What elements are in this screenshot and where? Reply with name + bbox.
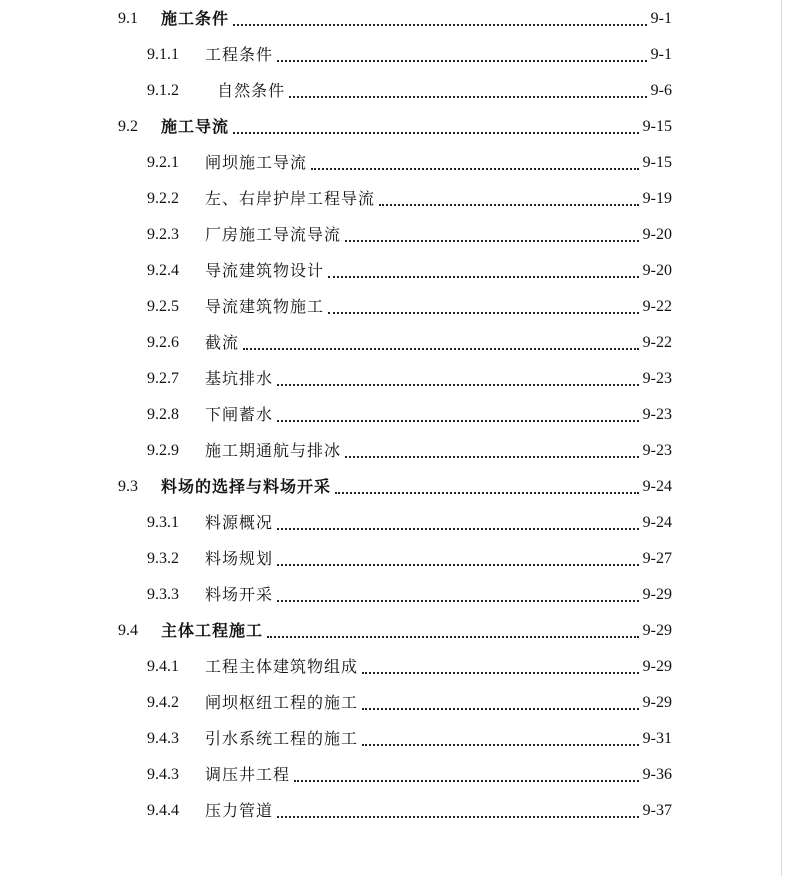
toc-number: 9.2 — [118, 118, 138, 135]
toc-page-number: 9-36 — [642, 766, 672, 783]
toc-page-number: 9-37 — [642, 802, 672, 819]
toc-entry-9-3-3[interactable] — [147, 580, 672, 610]
toc-entry-9-4-3-b[interactable] — [147, 760, 672, 790]
toc-leader-dots — [233, 6, 647, 26]
toc-number: 9.3 — [118, 478, 138, 495]
toc-leader-dots — [277, 42, 647, 62]
toc-leader-dots — [277, 546, 639, 566]
toc-title: 主体工程施工 — [161, 621, 264, 640]
toc-entry-9-3-2[interactable] — [147, 544, 672, 574]
toc-leader-dots — [294, 762, 639, 782]
toc-title: 引水系统工程的施工 — [205, 729, 359, 748]
toc-number: 9.4.3 — [147, 730, 179, 747]
toc-page-number: 9-22 — [642, 298, 672, 315]
toc-title: 料场规划 — [205, 549, 274, 568]
toc-entry-9-1-2[interactable] — [147, 76, 672, 106]
toc-title: 施工导流 — [161, 117, 230, 136]
toc-entry-9-4-2[interactable] — [147, 688, 672, 718]
toc-number: 9.4.1 — [147, 658, 179, 675]
toc-leader-dots — [345, 222, 639, 242]
toc-title: 左、右岸护岸工程导流 — [205, 189, 376, 208]
toc-number: 9.1 — [118, 10, 138, 27]
toc-page-number: 9-29 — [642, 622, 672, 639]
toc-page-number: 9-29 — [642, 586, 672, 603]
toc-entry-9-2[interactable] — [118, 112, 672, 142]
toc-entry-9-1[interactable] — [118, 4, 672, 34]
toc-title: 自然条件 — [205, 81, 286, 100]
toc-page-number: 9-24 — [642, 478, 672, 495]
toc-leader-dots — [289, 78, 646, 98]
toc-page-number: 9-20 — [642, 262, 672, 279]
toc-number: 9.1.2 — [147, 82, 179, 99]
toc-number: 9.2.2 — [147, 190, 179, 207]
toc-title: 基坑排水 — [205, 369, 274, 388]
toc-entry-9-4-3-a[interactable] — [147, 724, 672, 754]
toc-page-number: 9-6 — [650, 82, 672, 99]
toc-title: 闸坝施工导流 — [205, 153, 308, 172]
toc-page-number: 9-23 — [642, 406, 672, 423]
toc-number: 9.4.3 — [147, 766, 179, 783]
toc-number: 9.2.6 — [147, 334, 179, 351]
toc-number: 9.2.9 — [147, 442, 179, 459]
toc-number: 9.4.2 — [147, 694, 179, 711]
toc-leader-dots — [233, 114, 639, 134]
toc-leader-dots — [328, 258, 639, 278]
page-edge-line — [781, 0, 782, 876]
toc-number: 9.2.3 — [147, 226, 179, 243]
toc-number: 9.3.2 — [147, 550, 179, 567]
toc-entry-9-2-6[interactable] — [147, 328, 672, 358]
toc-title: 厂房施工导流导流 — [205, 225, 342, 244]
toc-leader-dots — [277, 366, 639, 386]
toc-leader-dots — [362, 726, 639, 746]
toc-entry-9-2-8[interactable] — [147, 400, 672, 430]
toc-title: 导流建筑物设计 — [205, 261, 325, 280]
toc-title: 工程主体建筑物组成 — [205, 657, 359, 676]
toc-page-number: 9-27 — [642, 550, 672, 567]
toc-entry-9-2-9[interactable] — [147, 436, 672, 466]
toc-leader-dots — [267, 618, 639, 638]
toc-title: 工程条件 — [205, 45, 274, 64]
toc-page-number: 9-1 — [650, 46, 672, 63]
toc-page-number: 9-29 — [642, 658, 672, 675]
toc-leader-dots — [345, 438, 639, 458]
toc-page-number: 9-23 — [642, 370, 672, 387]
toc-leader-dots — [311, 150, 639, 170]
toc-title: 料源概况 — [205, 513, 274, 532]
toc-number: 9.2.8 — [147, 406, 179, 423]
toc-entry-9-2-5[interactable] — [147, 292, 672, 322]
toc-page-number: 9-15 — [642, 118, 672, 135]
toc-title: 施工条件 — [161, 9, 230, 28]
toc-leader-dots — [277, 798, 639, 818]
toc-page-number: 9-22 — [642, 334, 672, 351]
toc-title: 料场开采 — [205, 585, 274, 604]
toc-number: 9.3.1 — [147, 514, 179, 531]
toc-number: 9.2.1 — [147, 154, 179, 171]
toc-number: 9.2.5 — [147, 298, 179, 315]
toc-page-number: 9-19 — [642, 190, 672, 207]
toc-leader-dots — [362, 690, 639, 710]
toc-number: 9.1.1 — [147, 46, 179, 63]
toc-page-number: 9-20 — [642, 226, 672, 243]
toc-entry-9-2-4[interactable] — [147, 256, 672, 286]
toc-title: 压力管道 — [205, 801, 274, 820]
toc-leader-dots — [335, 474, 639, 494]
toc-entry-9-2-2[interactable] — [147, 184, 672, 214]
toc-leader-dots — [277, 510, 639, 530]
toc-leader-dots — [277, 582, 639, 602]
toc-page-number: 9-1 — [650, 10, 672, 27]
toc-entry-9-4-4[interactable] — [147, 796, 672, 826]
toc-page-number: 9-24 — [642, 514, 672, 531]
toc-title: 施工期通航与排冰 — [205, 441, 342, 460]
toc-title: 导流建筑物施工 — [205, 297, 325, 316]
toc-number: 9.2.4 — [147, 262, 179, 279]
toc-title: 截流 — [205, 333, 240, 352]
toc-leader-dots — [243, 330, 639, 350]
toc-entry-9-4[interactable] — [118, 616, 672, 646]
toc-leader-dots — [379, 186, 639, 206]
toc-entry-9-2-7[interactable] — [147, 364, 672, 394]
toc-entry-9-3[interactable] — [118, 472, 672, 502]
toc-entry-9-1-1[interactable] — [147, 40, 672, 70]
toc-number: 9.4 — [118, 622, 138, 639]
toc-leader-dots — [362, 654, 639, 674]
toc-leader-dots — [328, 294, 639, 314]
toc-page-number: 9-15 — [642, 154, 672, 171]
toc-title: 下闸蓄水 — [205, 405, 274, 424]
toc-entry-9-3-1[interactable] — [147, 508, 672, 538]
toc-title: 调压井工程 — [205, 765, 291, 784]
toc-page-number: 9-31 — [642, 730, 672, 747]
toc-title: 闸坝枢纽工程的施工 — [205, 693, 359, 712]
toc-title: 料场的选择与料场开采 — [161, 477, 332, 496]
toc-entry-9-4-1[interactable] — [147, 652, 672, 682]
toc-number: 9.2.7 — [147, 370, 179, 387]
toc-leader-dots — [277, 402, 639, 422]
toc-number: 9.4.4 — [147, 802, 179, 819]
toc-entry-9-2-3[interactable] — [147, 220, 672, 250]
toc-page-number: 9-23 — [642, 442, 672, 459]
toc-entry-9-2-1[interactable] — [147, 148, 672, 178]
toc-number: 9.3.3 — [147, 586, 179, 603]
toc-page-number: 9-29 — [642, 694, 672, 711]
